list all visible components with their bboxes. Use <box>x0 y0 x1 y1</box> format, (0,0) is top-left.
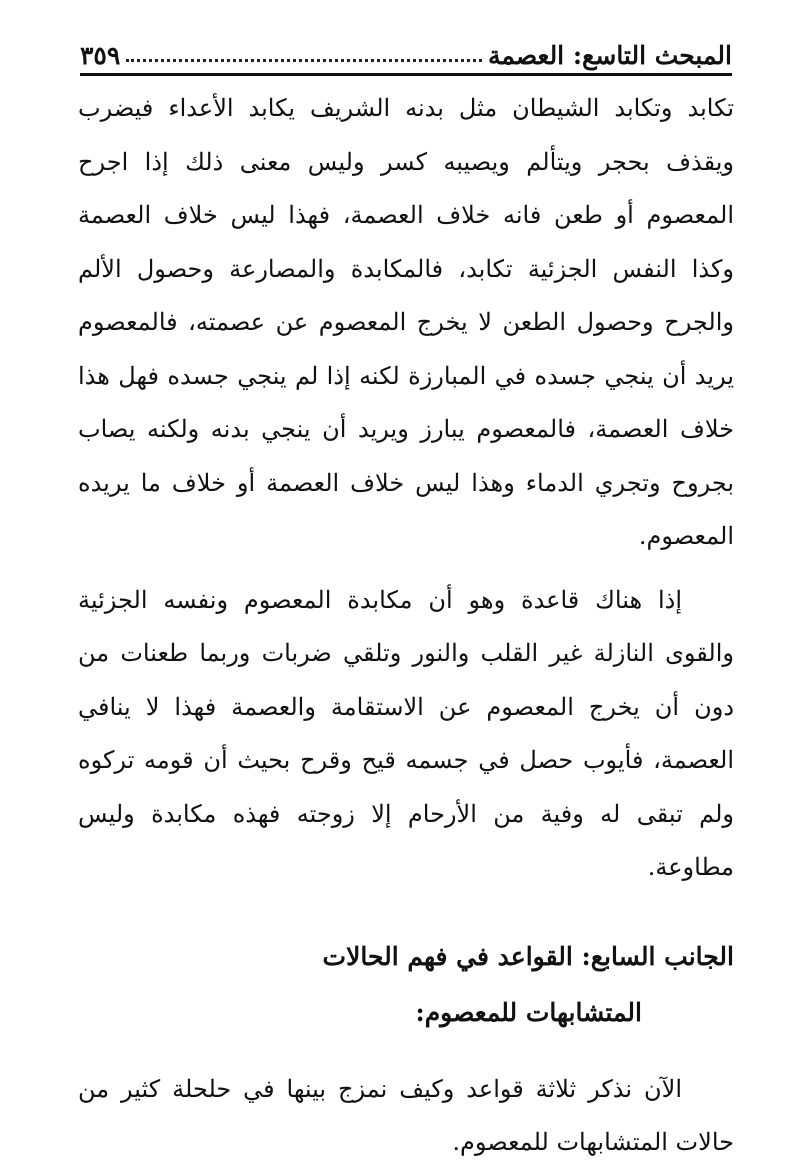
section-subheading: المتشابهات للمعصوم: <box>415 997 642 1027</box>
section-title: المبحث التاسع: العصمة <box>487 41 732 70</box>
body-paragraph-2: إذا هناك قاعدة وهو أن مكابدة المعصوم ونفسه الجزئية والقوى النازلة غير القلب والنور وتلقي ضربات وربما طعنات من دون أن يخرج المعصوم عن الاستقامة والعصمة فهذا لا ينافي العصمة، فأيوب حصل في جسمه قيح وقرح بحيث أن قومه تركوه ولم تبقى له وفية من الأرحام إلا زوجته فهذه مكابدة وليس مطاوعة. <box>78 585 734 881</box>
running-header <box>80 28 732 72</box>
page-number: ٣٥٩ <box>80 41 121 70</box>
page-body <box>78 82 734 1170</box>
body-paragraph-1: تكابد وتكابد الشيطان مثل بدنه الشريف يكابد الأعداء فيضرب ويقذف بحجر ويتألم ويصيبه كسر وليس معنى ذلك إذا اجرح المعصوم أو طعن فانه خلاف العصمة، فهذا ليس خلاف العصمة وكذا النفس الجزئية تكابد، فالمكابدة والمصارعة وحصول الألم والجرح وحصول الطعن لا يخرج المعصوم عن عصمته، فالمعصوم يريد أن ينجي جسده في المبارزة لكنه إذا لم ينجي جسده فهل هذا خلاف العصمة، فالمعصوم يبارز ويريد أن ينجي بدنه ولكنه يصاب بجروح وتجري الدماء وهذا ليس خلاف العصمة أو خلاف ما يريده المعصوم. <box>78 94 734 550</box>
section-heading: الجانب السابع: القواعد في فهم الحالات <box>322 941 734 971</box>
leader-dots <box>126 59 482 62</box>
header-rule <box>80 73 732 76</box>
body-paragraph-3: الآن نذكر ثلاثة قواعد وكيف نمزج بينها في حلحلة كثير من حالات المتشابهات للمعصوم. <box>78 1074 734 1156</box>
